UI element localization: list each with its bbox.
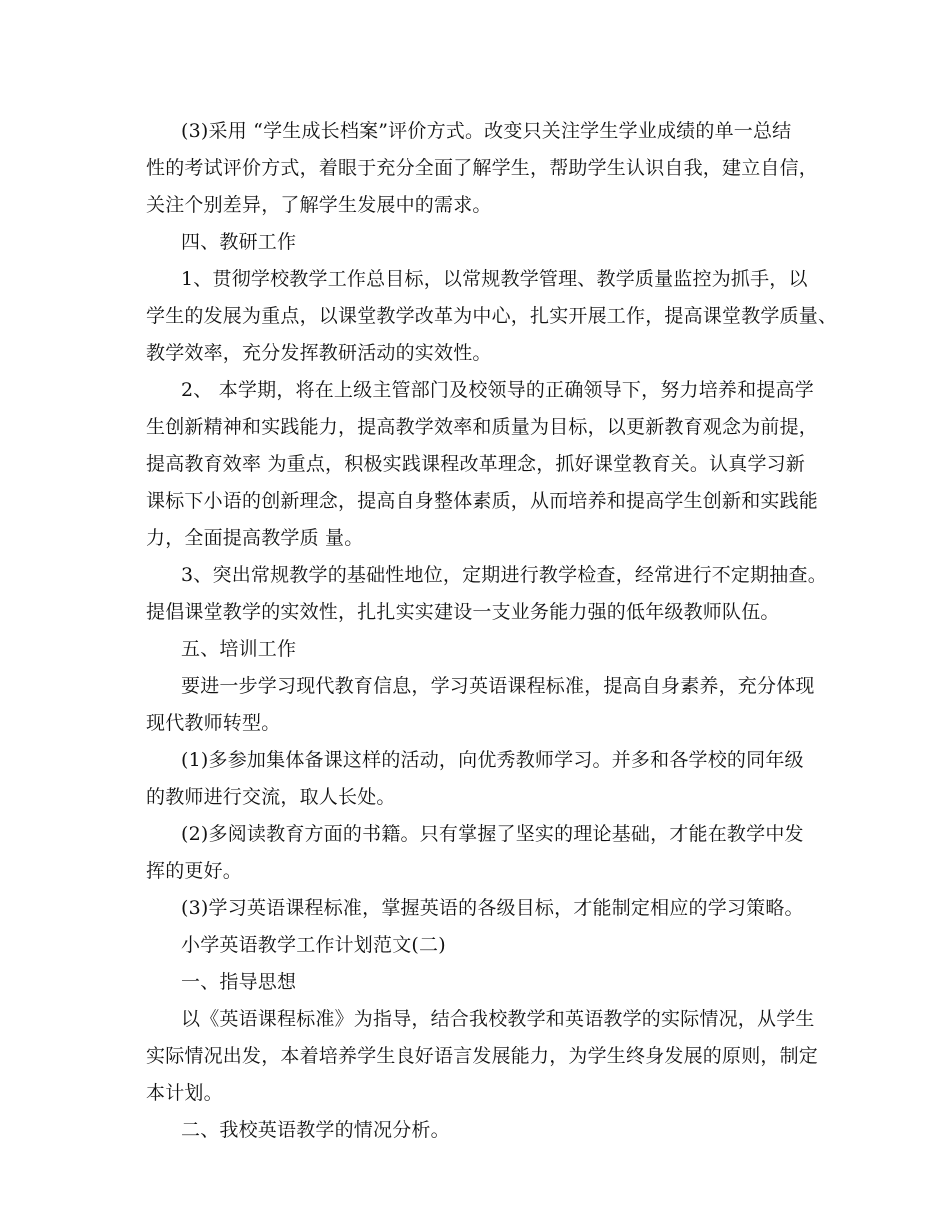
text-line: 1、贯彻学校教学工作总目标，以常规教学管理、教学质量监控为抓手，以 [181,268,808,290]
text-line: 现代教师转型。 [146,712,281,734]
text-line: 3、突出常规教学的基础性地位，定期进行教学检查，经常进行不定期抽查。 [181,564,827,586]
text-line: (2)多阅读教育方面的书籍。只有掌握了坚实的理论基础，才能在教学中发 [181,823,804,845]
section-heading: 四、教研工作 [181,231,297,253]
text-line: 学生的发展为重点，以课堂教学改革为中心，扎实开展工作，提高课堂教学质量、 [146,305,838,327]
text-line: 课标下小语的创新理念，提高自身整体素质，从而培养和提高学生创新和实践能 [146,490,819,512]
text-line: 实际情况出发，本着培养学生良好语言发展能力，为学生终身发展的原则，制定 [146,1045,819,1067]
text-line: 性的考试评价方式，着眼于充分全面了解学生，帮助学生认识自我，建立自信， [146,157,819,179]
text-line: 挥的更好。 [146,860,243,882]
section-heading: 二、我校英语教学的情况分析。 [181,1119,450,1141]
text-line: 要进一步学习现代教育信息，学习英语课程标准，提高自身素养，充分体现 [181,675,815,697]
text-line: (3)采用 “学生成长档案”评价方式。改变只关注学生学业成绩的单一总结 [181,120,792,142]
text-line: 2、 本学期，将在上级主管部门及校领导的正确领导下，努力培养和提高学 [181,379,814,401]
text-line: 力，全面提高教学质 量。 [146,527,364,549]
text-line: (1)多参加集体备课这样的活动，向优秀教师学习。并多和各学校的同年级 [181,749,804,771]
text-line: 生创新精神和实践能力，提高教学效率和质量为目标，以更新教育观念为前提， [146,416,819,438]
section-heading: 五、培训工作 [181,638,297,660]
text-line: 的教师进行交流，取人长处。 [146,786,396,808]
text-line: 提倡课堂教学的实效性，扎扎实实建设一支业务能力强的低年级教师队伍。 [146,601,780,623]
text-line: 本计划。 [146,1082,223,1104]
section-heading: 一、指导思想 [181,971,297,993]
text-line: 关注个别差异，了解学生发展中的需求。 [146,194,492,216]
text-line: 教学效率，充分发挥教研活动的实效性。 [146,342,492,364]
document-subtitle: 小学英语教学工作计划范文(二) [181,934,446,956]
text-line: 以《英语课程标准》为指导，结合我校教学和英语教学的实际情况，从学生 [181,1008,815,1030]
text-line: (3)学习英语课程标准，掌握英语的各级目标，才能制定相应的学习策略。 [181,897,804,919]
text-line: 提高教育效率 为重点，积极实践课程改革理念，抓好课堂教育关。认真学习新 [146,453,806,475]
